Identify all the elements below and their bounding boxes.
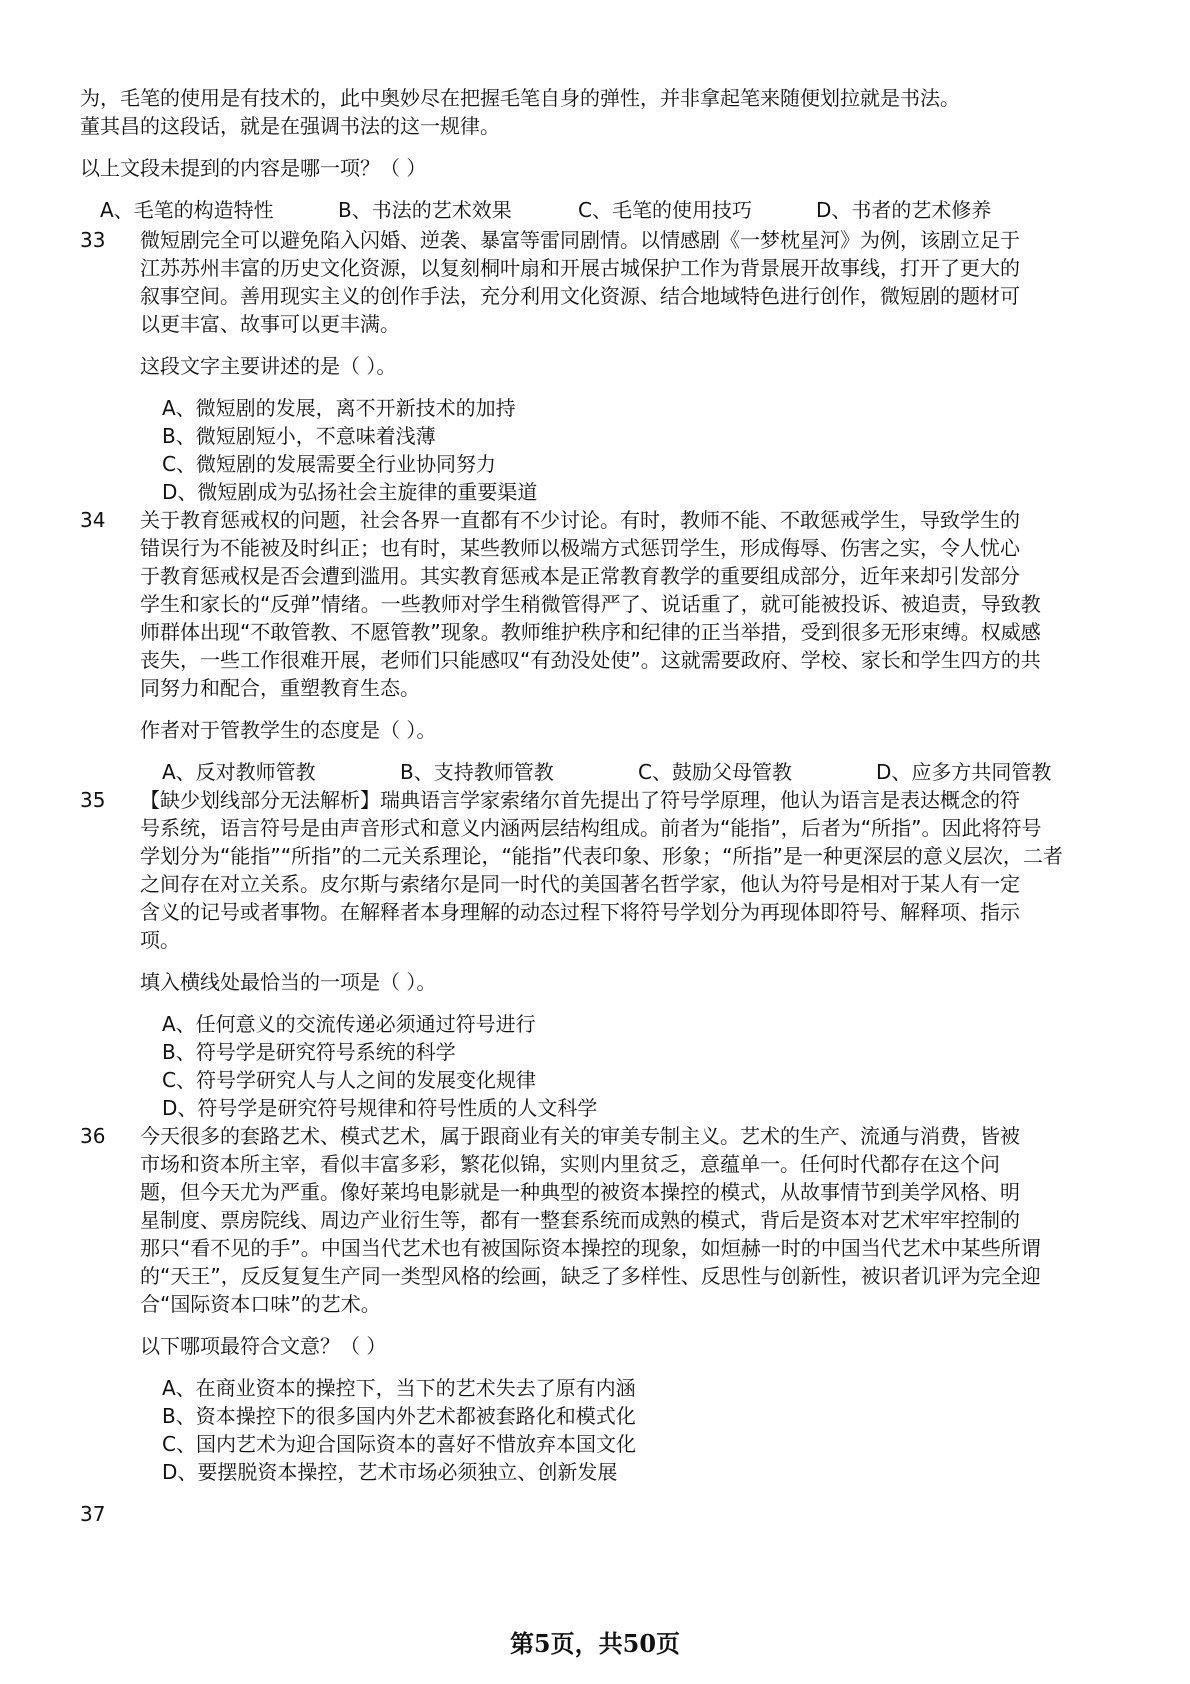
intro-question: 以上文段未提到的内容是哪一项？（ ） [80, 156, 427, 180]
question-number-37: 37 [80, 1502, 106, 1526]
q34-option-d: D、应多方共同管教 [876, 760, 1052, 784]
intro-line-1: 为，毛笔的使用是有技术的，此中奥妙尽在把握毛笔自身的弹性，并非拿起笔来随便划拉就是书法。 [80, 86, 960, 110]
q33-option-d: D、微短剧成为弘扬社会主旋律的重要渠道 [162, 480, 538, 504]
q33-question: 这段文字主要讲述的是（ ）。 [140, 354, 397, 378]
q36-line-3: 题，但今天尤为严重。像好莱坞电影就是一种典型的被资本操控的模式，从故事情节到美学风格、明 [140, 1180, 1020, 1204]
q36-line-5: 那只“看不见的手”。中国当代艺术也有被国际资本操控的现象，如烜赫一时的中国当代艺术中某些所谓 [140, 1236, 1041, 1260]
q35-line-2: 号系统，语言符号是由声音形式和意义内涵两层结构组成。前者为“能指”，后者为“所指”。因此将符号 [140, 816, 1042, 840]
intro-option-b: B、书法的艺术效果 [338, 198, 512, 222]
q34-question: 作者对于管教学生的态度是（ ）。 [140, 718, 437, 742]
q36-option-a: A、在商业资本的操控下，当下的艺术失去了原有内涵 [162, 1376, 636, 1400]
q34-line-1: 关于教育惩戒权的问题，社会各界一直都有不少讨论。有时，教师不能、不敢惩戒学生，导致学生的 [140, 508, 1020, 532]
q34-option-c: C、鼓励父母管教 [638, 760, 792, 784]
q34-line-6: 丧失，一些工作很难开展，老师们只能感叹“有劲没处使”。这就需要政府、学校、家长和学生四方的共 [140, 648, 1041, 672]
q36-line-2: 市场和资本所主宰，看似丰富多彩，繁花似锦，实则内里贫乏，意蕴单一。任何时代都存在这个问 [140, 1152, 1000, 1176]
q33-option-b: B、微短剧短小，不意味着浅薄 [162, 424, 436, 448]
q35-option-b: B、符号学是研究符号系统的科学 [162, 1040, 456, 1064]
intro-option-a: A、毛笔的构造特性 [100, 198, 274, 222]
q35-option-c: C、符号学研究人与人之间的发展变化规律 [162, 1068, 536, 1092]
q33-line-4: 以更丰富、故事可以更丰满。 [140, 312, 400, 336]
intro-option-c: C、毛笔的使用技巧 [578, 198, 752, 222]
q33-line-3: 叙事空间。善用现实主义的创作手法，充分利用文化资源、结合地域特色进行创作，微短剧的题材可 [140, 284, 1020, 308]
q33-option-a: A、微短剧的发展，离不开新技术的加持 [162, 396, 516, 420]
q36-option-c: C、国内艺术为迎合国际资本的喜好不惜放弃本国文化 [162, 1432, 636, 1456]
q34-line-4: 学生和家长的“反弹”情绪。一些教师对学生稍微管得严了、说话重了，就可能被投诉、被追责，导致教 [140, 592, 1041, 616]
q34-line-5: 师群体出现“不敢管教、不愿管教”现象。教师维护秩序和纪律的正当举措，受到很多无形束缚。权威感 [140, 620, 1041, 644]
q36-option-b: B、资本操控下的很多国内外艺术都被套路化和模式化 [162, 1404, 636, 1428]
q36-line-4: 星制度、票房院线、周边产业衍生等，都有一整套系统而成熟的模式，背后是资本对艺术牢牢控制的 [140, 1208, 1020, 1232]
q35-line-3: 学划分为“能指”“所指”的二元关系理论，“能指”代表印象、形象；“所指”是一种更深层的意义层次，二者 [140, 844, 1063, 868]
question-number-34: 34 [80, 508, 106, 532]
intro-line-2: 董其昌的这段话，就是在强调书法的这一规律。 [80, 114, 500, 138]
q34-option-b: B、支持教师管教 [400, 760, 554, 784]
q35-option-a: A、任何意义的交流传递必须通过符号进行 [162, 1012, 536, 1036]
q34-line-3: 于教育惩戒权是否会遭到滥用。其实教育惩戒本是正常教育教学的重要组成部分，近年来却引发部分 [140, 564, 1020, 588]
q36-line-1: 今天很多的套路艺术、模式艺术，属于跟商业有关的审美专制主义。艺术的生产、流通与消费，皆被 [140, 1124, 1020, 1148]
q36-option-d: D、要摆脱资本操控，艺术市场必须独立、创新发展 [162, 1460, 618, 1484]
q33-line-2: 江苏苏州丰富的历史文化资源，以复刻桐叶扇和开展古城保护工作为背景展开故事线，打开了更大的 [140, 256, 1020, 280]
q33-line-1: 微短剧完全可以避免陷入闪婚、逆袭、暴富等雷同剧情。以情感剧《一梦枕星河》为例，该剧立足于 [140, 228, 1020, 252]
q36-line-7: 合“国际资本口味”的艺术。 [140, 1292, 381, 1316]
q36-line-6: 的“天王”，反反复复生产同一类型风格的绘画，缺乏了多样性、反思性与创新性，被识者讥评为完全迎 [140, 1264, 1041, 1288]
page-footer: 第5页，共50页 [509, 1629, 681, 1658]
question-number-36: 36 [80, 1124, 106, 1148]
q34-option-a: A、反对教师管教 [162, 760, 316, 784]
q35-line-5: 含义的记号或者事物。在解释者本身理解的动态过程下将符号学划分为再现体即符号、解释项、指示 [140, 900, 1020, 924]
q33-option-c: C、微短剧的发展需要全行业协同努力 [162, 452, 496, 476]
q35-option-d: D、符号学是研究符号规律和符号性质的人文科学 [162, 1096, 598, 1120]
q34-line-2: 错误行为不能被及时纠正；也有时，某些教师以极端方式惩罚学生，形成侮辱、伤害之实，令人忧心 [140, 536, 1020, 560]
q35-line-1: 【缺少划线部分无法解析】瑞典语言学家索绪尔首先提出了符号学原理，他认为语言是表达概念的符 [140, 788, 1020, 812]
q35-line-4: 之间存在对立关系。皮尔斯与索绪尔是同一时代的美国著名哲学家，他认为符号是相对于某人有一定 [140, 872, 1020, 896]
q35-line-6: 项。 [140, 928, 180, 952]
q36-question: 以下哪项最符合文意？（ ） [140, 1334, 387, 1358]
question-number-33: 33 [80, 228, 106, 252]
q35-question: 填入横线处最恰当的一项是（ ）。 [140, 970, 437, 994]
intro-option-d: D、书者的艺术修养 [816, 198, 992, 222]
q34-line-7: 同努力和配合，重塑教育生态。 [140, 676, 420, 700]
question-number-35: 35 [80, 788, 106, 812]
